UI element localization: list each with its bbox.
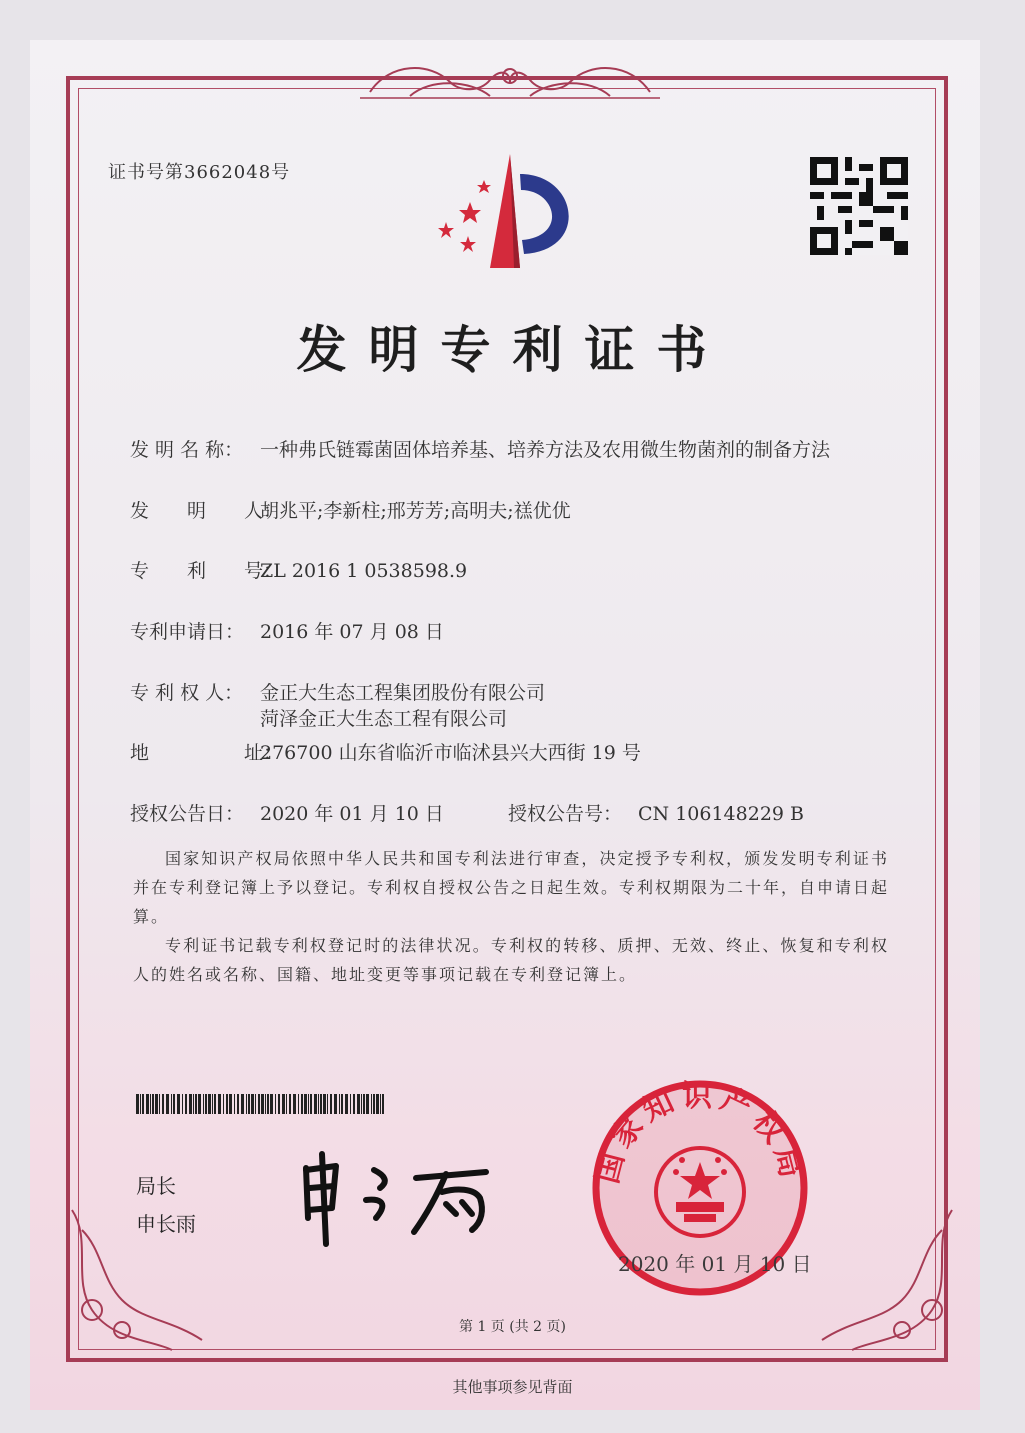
field-value: 2016 年 07 月 08 日	[260, 621, 444, 643]
field-label: 授权公告日：	[130, 803, 245, 825]
field-value: 金正大生态工程集团股份有限公司	[260, 682, 546, 704]
field-label: 专利申请日：	[130, 621, 245, 643]
field-patent-number	[130, 556, 467, 583]
page-indicator: 第 1 页 (共 2 页)	[459, 1319, 566, 1335]
field-grant-number	[508, 799, 804, 826]
corner-ornament-bottom-right	[812, 1200, 962, 1360]
field-value: 2020 年 01 月 10 日	[260, 803, 444, 825]
field-inventors	[130, 496, 571, 523]
field-value: CN 106148229 B	[638, 803, 804, 825]
barcode-icon	[136, 1094, 386, 1114]
field-label: 专 利 号：	[130, 560, 283, 582]
field-patentee	[130, 678, 545, 705]
field-value: 胡兆平;李新柱;邢芳芳;高明夫;禚优优	[260, 500, 571, 522]
field-application-date	[130, 617, 444, 644]
field-label: 专 利 权 人：	[130, 682, 244, 704]
field-value: ZL 2016 1 0538598.9	[260, 560, 468, 582]
handwritten-signature	[296, 1148, 516, 1248]
seal-date: 2020 年 01 月 10 日	[618, 1252, 812, 1276]
qr-code-icon	[810, 157, 908, 255]
field-label: 发 明 名 称：	[130, 439, 244, 461]
director-title: 局长	[136, 1174, 176, 1198]
body-text	[133, 844, 889, 989]
top-ornament	[350, 52, 670, 108]
director-name: 申长雨	[136, 1212, 196, 1236]
field-patentee-line2	[260, 704, 507, 731]
cnipa-logo	[428, 150, 588, 272]
field-label: 地 址：	[130, 742, 283, 764]
body-paragraph: 国家知识产权局依照中华人民共和国专利法进行审查，决定授予专利权，颁发发明专利证书并在专利登记簿上予以登记。专利权自授权公告之日起生效。专利权期限为二十年，自申请日起算。	[133, 849, 890, 926]
page-title: 发明专利证书	[296, 320, 729, 379]
field-grant-date	[130, 799, 444, 826]
certificate-number: 证书号第3662048号	[108, 162, 291, 183]
field-invention-name	[130, 435, 830, 462]
field-value: 一种弗氏链霉菌固体培养基、培养方法及农用微生物菌剂的制备方法	[260, 439, 831, 461]
field-value: 276700 山东省临沂市临沭县兴大西街 19 号	[260, 742, 641, 764]
seal-text: 国家知识产权局	[589, 1079, 811, 1187]
field-value: 菏泽金正大生态工程有限公司	[260, 708, 508, 730]
field-label: 授权公告号：	[508, 803, 623, 825]
body-paragraph: 专利证书记载专利权登记时的法律状况。专利权的转移、质押、无效、终止、恢复和专利权人的姓名或名称、国籍、地址变更等事项记载在专利登记簿上。	[133, 936, 889, 984]
field-address	[130, 738, 641, 765]
field-label: 发 明 人：	[130, 500, 283, 522]
back-note: 其他事项参见背面	[452, 1378, 573, 1396]
